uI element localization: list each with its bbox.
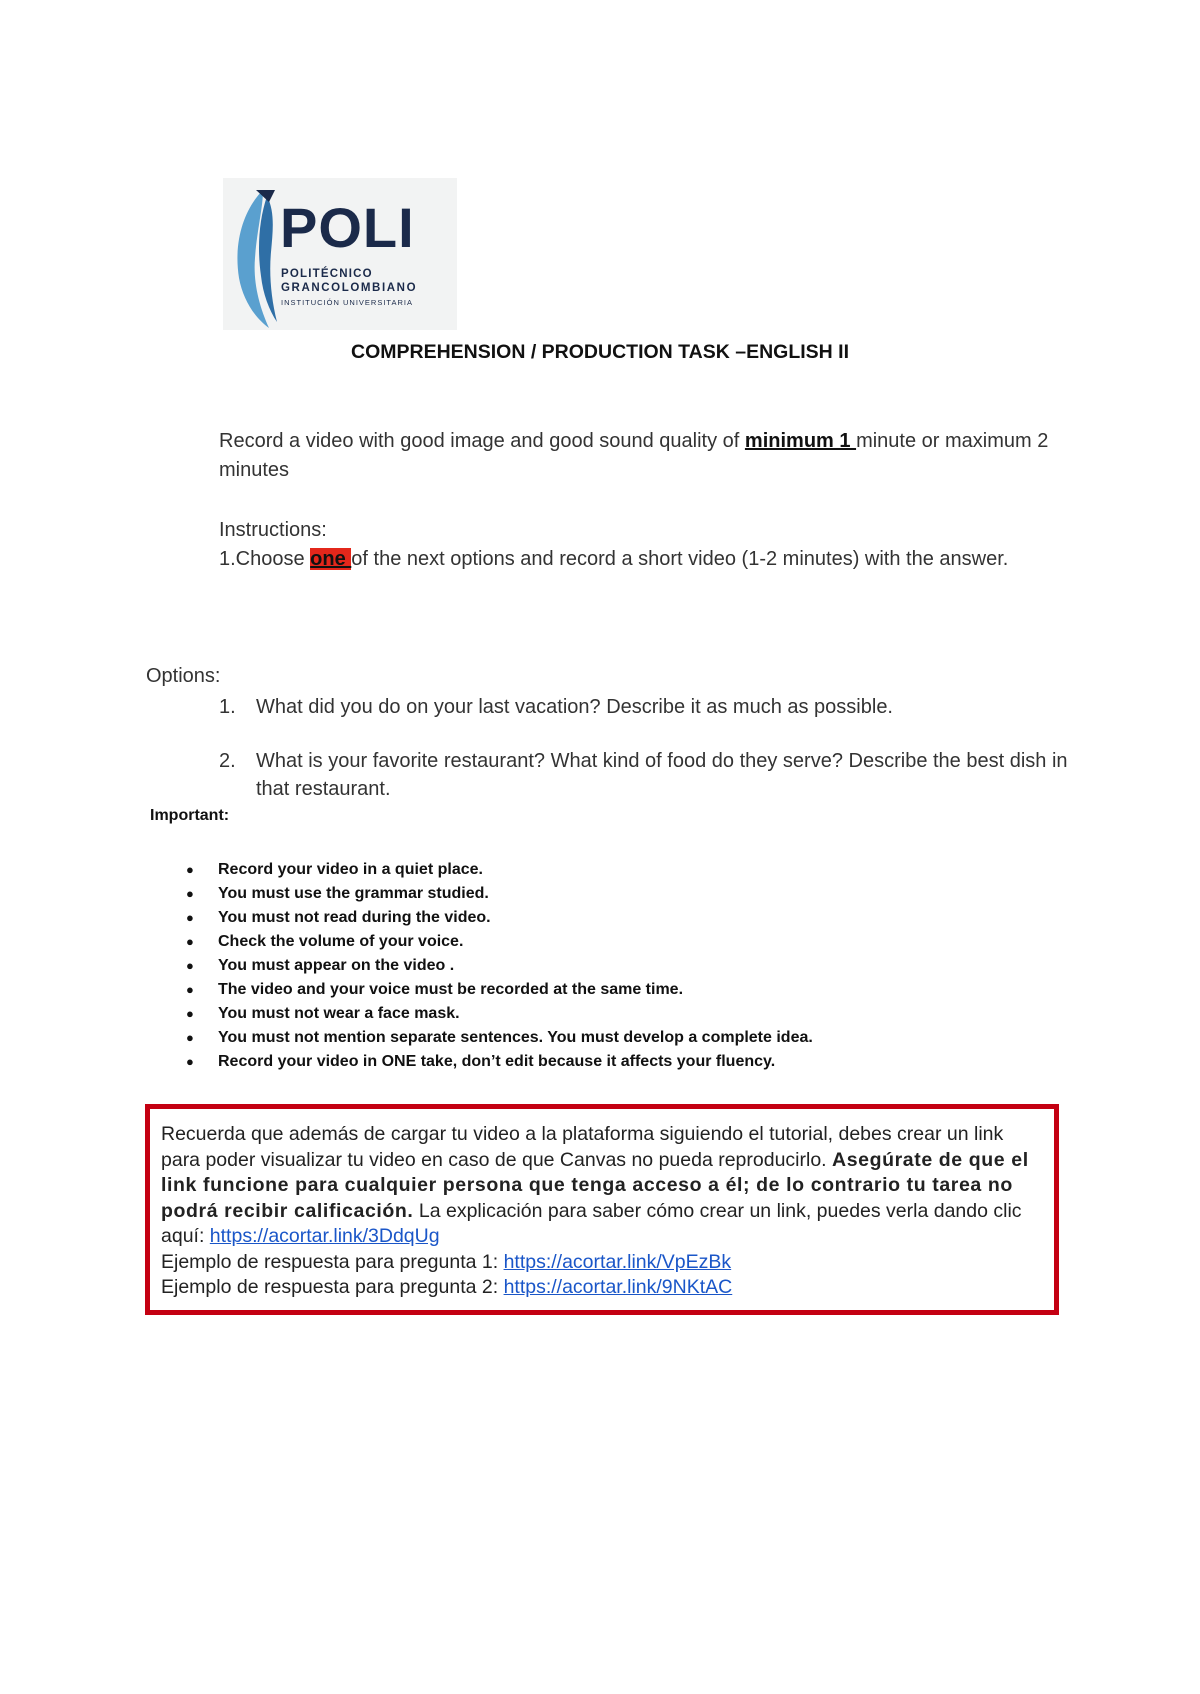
instructions-text-before: 1.Choose [219, 548, 311, 570]
logo-text-grancolombiano: GRANCOLOMBIANO [281, 282, 418, 294]
notice-explanation: La explicación para saber cómo crear un link, puedes verla dando clic aquí: [161, 1199, 1022, 1247]
rule-item [186, 1050, 813, 1074]
example2-link[interactable]: https://acortar.link/9NKtAC [503, 1276, 733, 1298]
example1-label: Ejemplo de respuesta para pregunta 1: [161, 1250, 504, 1273]
rule-text: The video and your voice must be recorded at the same time. [218, 981, 684, 998]
rule-item [186, 906, 813, 930]
bullet-icon: ● [186, 1030, 194, 1045]
tutorial-link[interactable]: https://acortar.link/3DdqUg [209, 1225, 440, 1247]
option-number: 1. [219, 696, 236, 718]
option-item [219, 747, 1069, 803]
rule-item [186, 1026, 813, 1050]
rule-item [186, 930, 813, 954]
record-emphasis: minimum 1 [744, 430, 857, 452]
option-text: What did you do on your last vacation? Describe it as much as possible. [256, 696, 893, 718]
rule-text: You must use the grammar studied. [218, 885, 489, 902]
rule-text: Record your video in ONE take, don’t edit because it affects your fluency. [218, 1053, 776, 1070]
record-paragraph [219, 427, 1059, 485]
option-number: 2. [219, 750, 236, 772]
bullet-icon: ● [186, 958, 194, 973]
rule-text: You must appear on the video . [218, 957, 455, 974]
page-title: COMPREHENSION / PRODUCTION TASK –ENGLISH II [350, 341, 849, 363]
rule-text: You must not wear a face mask. [218, 1005, 460, 1022]
instructions-paragraph [219, 516, 1059, 574]
record-text-after: minute or maximum 2 minutes [219, 430, 1049, 481]
notice-intro: Recuerda que además de cargar tu video a la plataforma siguiendo el tutorial, debes crear un link para poder visualizar tu video en caso de que Canvas no pueda reproducirlo. [161, 1123, 1004, 1171]
bullet-icon: ● [186, 982, 194, 997]
bullet-icon: ● [186, 886, 194, 901]
rule-item [186, 1002, 813, 1026]
rule-text: You must not mention separate sentences. You must develop a complete idea. [218, 1029, 813, 1046]
instructions-highlight: one [310, 548, 352, 570]
rule-text: Check the volume of your voice. [218, 933, 464, 950]
options-label: Options: [146, 665, 221, 687]
poli-logo [223, 178, 457, 330]
example2-label: Ejemplo de respuesta para pregunta 2: [161, 1276, 504, 1298]
bullet-icon: ● [186, 862, 194, 877]
rule-item [186, 858, 813, 882]
instructions-step [219, 545, 1059, 574]
notice-box [145, 1104, 1059, 1315]
logo-wordmark: POLI [280, 196, 415, 259]
logo-text-institucion: INSTITUCIÓN UNIVERSITARIA [281, 298, 413, 307]
bullet-icon: ● [186, 1054, 194, 1069]
notice-bold-warning: Asegúrate de que el link funcione para cualquier persona que tenga acceso a él; de lo contrario tu tarea no podrá recibir calificación. [161, 1148, 1029, 1222]
instructions-text-after: of the next options and record a short video (1-2 minutes) with the answer. [351, 548, 1009, 570]
option-text: What is your favorite restaurant? What kind of food do they serve? Describe the best dish in that restaurant. [256, 750, 1068, 800]
rule-text: You must not read during the video. [218, 909, 491, 926]
rule-item [186, 954, 813, 978]
bullet-icon: ● [186, 910, 194, 925]
record-text-before: Record a video with good image and good sound quality of [219, 430, 745, 452]
instructions-label: Instructions: [219, 519, 327, 541]
bullet-icon: ● [186, 1006, 194, 1021]
rule-item [186, 978, 813, 1002]
example1-link[interactable]: https://acortar.link/VpEzBk [503, 1250, 732, 1273]
rule-text: Record your video in a quiet place. [218, 861, 483, 878]
important-label: Important: [150, 807, 230, 824]
options-list [219, 693, 1069, 803]
logo-text-politecnico: POLITÉCNICO [281, 268, 373, 280]
bullet-icon: ● [186, 934, 194, 949]
option-item [219, 693, 1069, 721]
rule-item [186, 882, 813, 906]
important-list [186, 858, 813, 1074]
